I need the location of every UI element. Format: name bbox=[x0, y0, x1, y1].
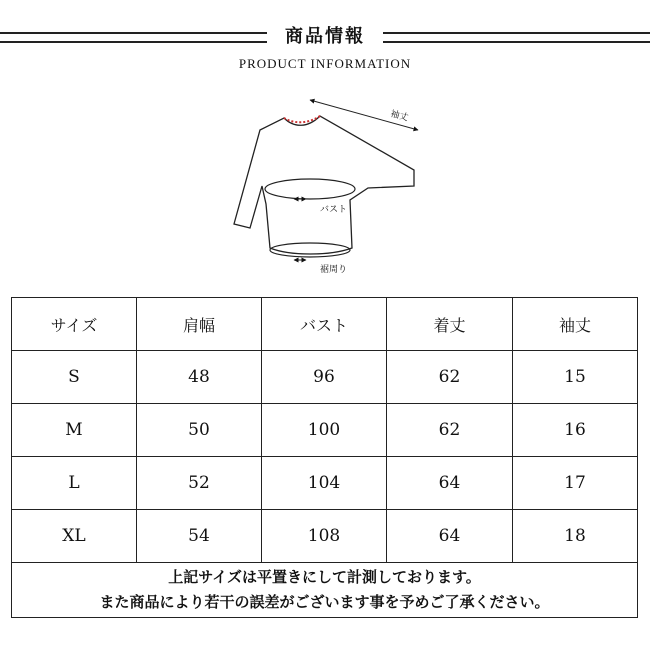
table-cell: 64 bbox=[387, 457, 513, 510]
table-cell: 62 bbox=[387, 351, 513, 404]
table-cell: M bbox=[12, 404, 137, 457]
table-cell: 104 bbox=[262, 457, 387, 510]
measurement-note bbox=[12, 563, 638, 618]
table-row bbox=[12, 457, 638, 510]
table-cell: 17 bbox=[513, 457, 638, 510]
table-cell: 64 bbox=[387, 510, 513, 563]
hem-label: 裾周り bbox=[320, 265, 348, 275]
column-header-sleeve: 袖丈 bbox=[513, 298, 638, 351]
table-cell: 96 bbox=[262, 351, 387, 404]
header-rule-left-top bbox=[0, 32, 267, 34]
note-line-2: また商品により若干の誤差がございます事を予めご了承ください。 bbox=[99, 593, 550, 611]
table-row bbox=[12, 404, 638, 457]
table-cell: 108 bbox=[262, 510, 387, 563]
header-rule-left-bottom bbox=[0, 41, 267, 43]
bust-ellipse bbox=[265, 179, 355, 199]
table-header-row bbox=[12, 298, 638, 351]
note-line-1: 上記サイズは平置きにして計測しております。 bbox=[168, 568, 481, 586]
table-cell: 50 bbox=[137, 404, 262, 457]
table-cell: 48 bbox=[137, 351, 262, 404]
table-cell: L bbox=[12, 457, 137, 510]
table-cell: 16 bbox=[513, 404, 638, 457]
bust-label: バスト bbox=[320, 205, 348, 215]
table-cell: 100 bbox=[262, 404, 387, 457]
header-rule-right-top bbox=[383, 32, 650, 34]
table-cell: XL bbox=[12, 510, 137, 563]
column-header-length: 着丈 bbox=[387, 298, 513, 351]
table-cell: 15 bbox=[513, 351, 638, 404]
page-subtitle: PRODUCT INFORMATION bbox=[238, 56, 412, 71]
table-note-row bbox=[12, 563, 638, 618]
hem-ellipse bbox=[270, 243, 350, 257]
table-cell: 18 bbox=[513, 510, 638, 563]
neckline bbox=[284, 116, 320, 122]
header-rule-right-bottom bbox=[383, 41, 650, 43]
table-row bbox=[12, 351, 638, 404]
column-header-shoulder: 肩幅 bbox=[137, 298, 262, 351]
garment-diagram bbox=[200, 88, 450, 283]
column-header-size: サイズ bbox=[12, 298, 137, 351]
sleeve-label: 袖丈 bbox=[389, 109, 410, 124]
shirt-outline bbox=[234, 116, 414, 254]
table-cell: 52 bbox=[137, 457, 262, 510]
column-header-bust: バスト bbox=[262, 298, 387, 351]
size-table bbox=[11, 297, 638, 618]
page-title: 商品情報 bbox=[285, 26, 365, 47]
table-cell: 54 bbox=[137, 510, 262, 563]
table-cell: S bbox=[12, 351, 137, 404]
table-row bbox=[12, 510, 638, 563]
table-cell: 62 bbox=[387, 404, 513, 457]
header bbox=[0, 0, 650, 80]
